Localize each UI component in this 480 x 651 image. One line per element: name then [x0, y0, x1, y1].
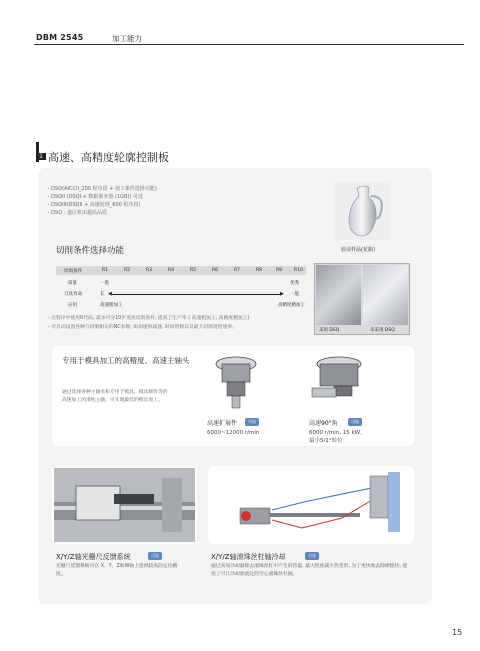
table-header-cell: R7 [234, 268, 240, 273]
row-right: 一般 [290, 292, 299, 297]
spindle-description: 通过选择各种主轴头和专用于模具，模具制作等的高速加工的滑枕主轴，可实现最佳的模具加工。 [62, 390, 168, 403]
arrow-left-icon: ◀ [108, 291, 112, 297]
model-name: DBM 2545 [36, 33, 84, 42]
table-row [56, 289, 306, 300]
row-label: 刀具寿命 [64, 292, 82, 297]
spec-name: 高速90°角 [309, 420, 338, 427]
spec-value: 最小5/1°转位 [309, 438, 343, 444]
bullet-item: · DSQII (DSQI + 数据服务器 (1GB)) 可选 [48, 194, 143, 200]
surface-without-dsq-image [363, 265, 408, 325]
cutting-condition-table [56, 266, 306, 311]
bullet-item: · DSQIII(DSQII + 高速处理_600 程序段) [48, 202, 141, 208]
surface-with-dsq-image [316, 265, 361, 325]
table-row [56, 300, 306, 311]
table-header-cell: R9 [276, 268, 282, 273]
table-row [56, 278, 306, 289]
spec-value: 6000 r/min, 15 kW, [309, 430, 362, 436]
row-left: 高速粗加工 [100, 303, 123, 308]
without-dsq-label: 未采用 DSQ [370, 328, 395, 333]
table-header-row [56, 266, 306, 275]
table-header-cell: 切削条件 [64, 269, 82, 274]
section-label: 加工能力 [112, 34, 142, 43]
double-arrow-line [112, 294, 282, 295]
bullet-item: · DSQ : 道臣机床超高品质 [48, 210, 108, 216]
header-rule [34, 44, 464, 45]
sample-caption: 验证样品(花瓶) [341, 247, 375, 253]
note-text: - 在程序中使用R代码, 最多可分10步更改切削条件, 提高了生产率 ( 高速粗加工, 高精度精加工) [48, 316, 250, 321]
vase-sample-image [335, 182, 390, 240]
row-label: 应用 [68, 303, 77, 308]
arrow-right-icon: ▶ [280, 291, 284, 297]
feature-title: X/Y/Z轴滚珠丝杠轴冷却 [211, 553, 286, 561]
table-header-cell: R5 [190, 268, 196, 273]
page-number: 15 [452, 628, 463, 637]
angle-spindle-image [306, 352, 372, 410]
option-badge: 可选 [148, 552, 162, 560]
section-title: 高速、高精度轮廓控制板 [48, 151, 169, 164]
table-header-cell: R2 [124, 268, 130, 273]
linear-scale-image [54, 468, 195, 542]
feature-description: 光栅尺反馈系统可在 X、Y、Z和W轴上提供较高的定位精度。 [56, 564, 178, 577]
row-right: 优秀 [290, 281, 299, 286]
option-badge: 可选 [305, 552, 319, 560]
feature-description: 通过高效冷却器除去滚珠丝杠中产生的热量, 最大程度减少热变形, 为了更快地去除摩擦热, 使用了可让冷却油流过的空心滚珠丝杠轴。 [211, 564, 408, 577]
table-header-cell: R6 [212, 268, 218, 273]
bullet-item: · DSQ(AICCII_200 程序段 + 加工条件选择功能) [48, 186, 157, 192]
row-left: 长 [100, 292, 105, 297]
table-header-cell: R4 [168, 268, 174, 273]
feature-title: X/Y/Z轴光栅尺反馈系统 [56, 553, 131, 561]
option-badge: 可选 [348, 418, 362, 426]
spec-name: 高速扩展件 [207, 420, 238, 427]
option-badge: 可选 [245, 418, 259, 426]
section-number: 1 [36, 153, 46, 160]
ballscrew-cooling-image [232, 470, 412, 542]
row-right: 高精度精加工 [278, 303, 305, 308]
with-dsq-label: 采用 DSQ [319, 328, 340, 333]
table-header-cell: R8 [256, 268, 262, 273]
spindle-title: 专用于模具加工的高精度、高速主轴头 [62, 356, 190, 365]
table-header-cell: R1 [102, 268, 108, 273]
spec-value: 6000~12000 r/min [207, 430, 260, 436]
table-header-cell: R3 [146, 268, 152, 273]
row-label: 质量 [68, 281, 77, 286]
extension-spindle-image [205, 352, 267, 410]
cutting-title: 切削条件选择功能 [56, 246, 125, 256]
row-left: 一般 [100, 281, 109, 286]
note-text: - 可自动设置各种与伺服相关的NC参数, 如加速和减速, 时间常数以及最大切削进给速率。 [48, 325, 237, 330]
table-header-cell: R10 [294, 268, 303, 273]
